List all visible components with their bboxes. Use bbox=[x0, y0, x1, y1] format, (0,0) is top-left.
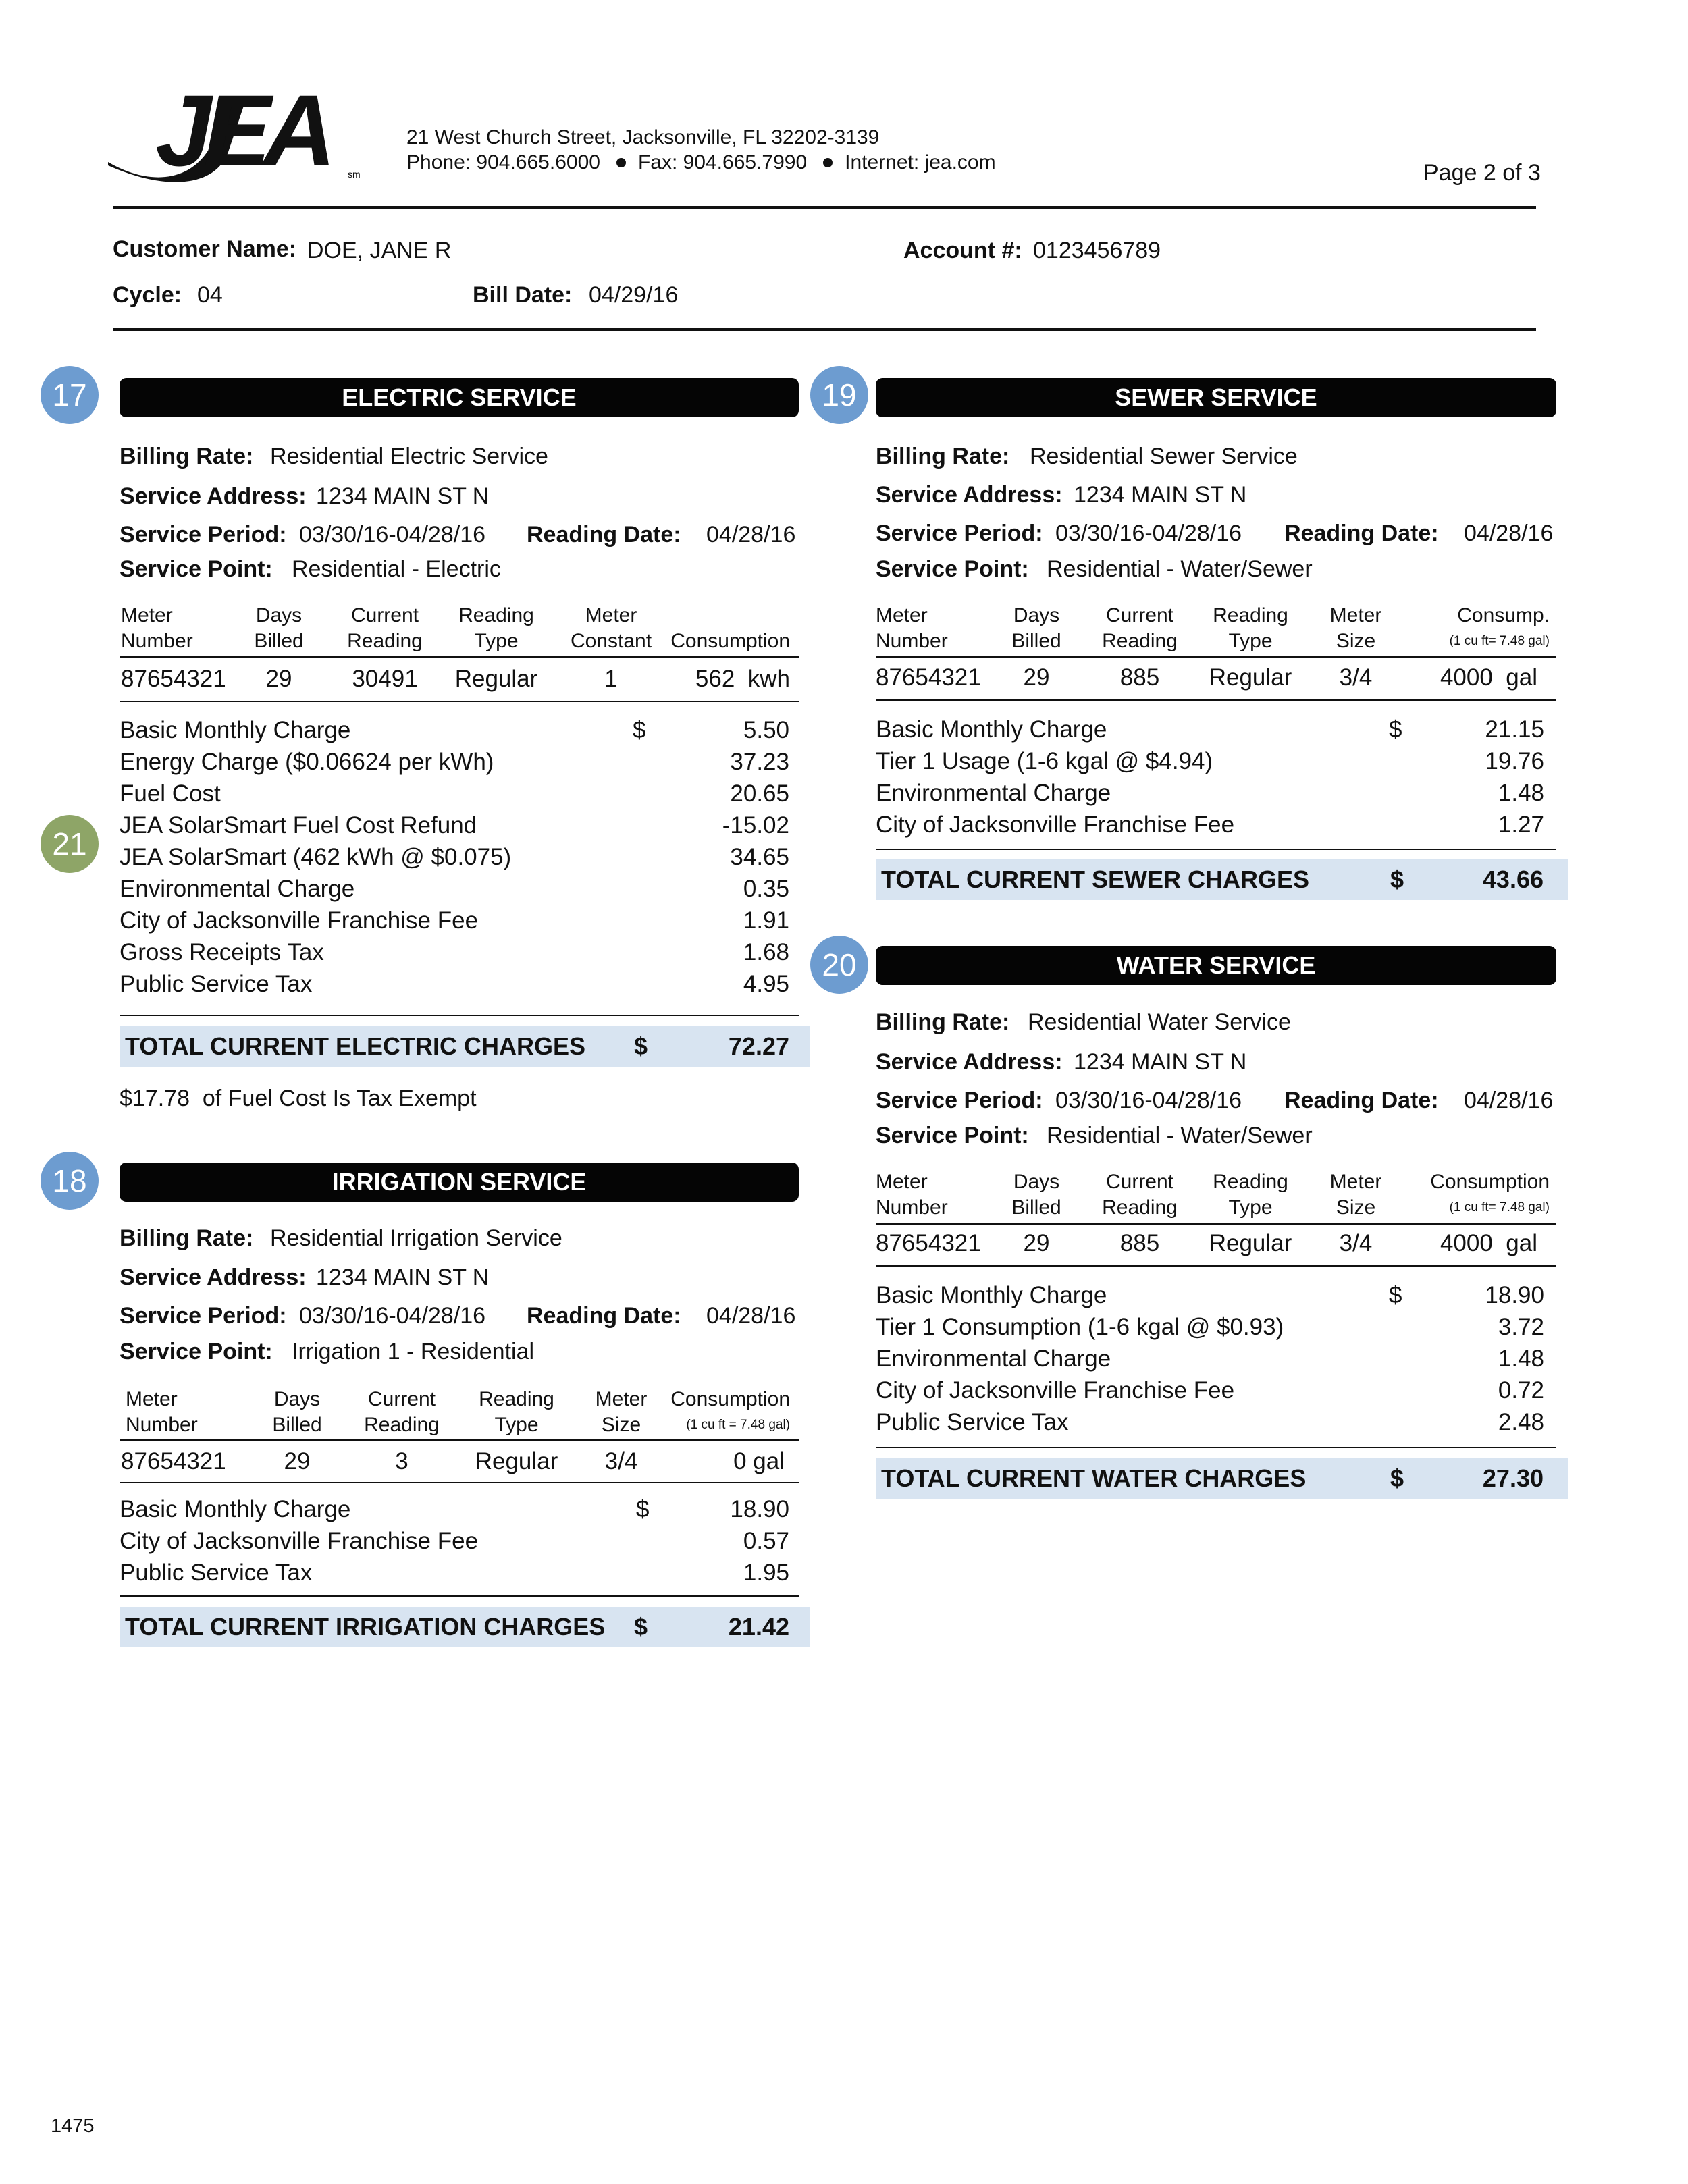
sewer-charges-list bbox=[876, 714, 1544, 841]
sewer-service-point: Residential - Water/Sewer bbox=[1047, 556, 1313, 582]
water-service-address: 1234 MAIN ST N bbox=[1074, 1049, 1247, 1075]
electric-total-label: TOTAL CURRENT ELECTRIC CHARGES bbox=[125, 1032, 586, 1060]
electric-current-reading: 30491 bbox=[352, 666, 418, 692]
charge-amount: 0.72 bbox=[1498, 1377, 1544, 1404]
electric-billing-rate: Residential Electric Service bbox=[270, 444, 548, 469]
sewer-col-reading-type: Reading Type bbox=[1213, 604, 1288, 652]
cycle: 04 bbox=[197, 282, 223, 308]
dollar-sign: $ bbox=[636, 1496, 650, 1522]
charge-amount: 3.72 bbox=[1498, 1314, 1544, 1340]
water-meter-size: 3/4 bbox=[1339, 1230, 1373, 1256]
electric-meter-number: 87654321 bbox=[121, 666, 226, 692]
charge-row bbox=[120, 746, 795, 778]
water-service-period-label: Service Period: bbox=[876, 1088, 1043, 1113]
irrigation-service-point: Irrigation 1 - Residential bbox=[292, 1339, 535, 1364]
electric-service-point: Residential - Electric bbox=[292, 556, 501, 582]
electric-service-address-label: Service Address: bbox=[120, 483, 307, 509]
electric-col-meter-constant: Meter Constant bbox=[570, 604, 652, 652]
water-total-row bbox=[876, 1458, 1568, 1499]
water-col-consumption: Consumption (1 cu ft= 7.48 gal) bbox=[1430, 1171, 1550, 1215]
water-col-reading-type: Reading Type bbox=[1213, 1171, 1288, 1219]
charge-amount: 19.76 bbox=[1485, 748, 1544, 774]
street-address: 21 West Church Street, Jacksonville, FL 32202-3139 bbox=[406, 126, 880, 149]
sewer-col-days-billed: Days Billed bbox=[1011, 604, 1061, 652]
irrigation-days-billed: 29 bbox=[284, 1448, 311, 1474]
irrigation-charges-line bbox=[120, 1595, 799, 1597]
charge-amount: 1.48 bbox=[1498, 780, 1544, 806]
water-meter-row-line bbox=[876, 1265, 1556, 1267]
water-charges-list bbox=[876, 1279, 1544, 1438]
irrigation-meter-header-line bbox=[120, 1439, 799, 1441]
jea-logo bbox=[108, 84, 398, 186]
charge-amount: 0.35 bbox=[743, 876, 789, 902]
irrigation-reading-type: Regular bbox=[475, 1448, 558, 1474]
charge-amount: 18.90 bbox=[1485, 1282, 1544, 1308]
electric-charges-line bbox=[120, 1015, 799, 1016]
electric-col-current-reading: Current Reading bbox=[347, 604, 423, 652]
electric-total-amount: 72.27 bbox=[728, 1032, 789, 1060]
sewer-meter-number: 87654321 bbox=[876, 664, 981, 691]
dollar-sign: $ bbox=[1389, 716, 1402, 743]
irrigation-billing-rate: Residential Irrigation Service bbox=[270, 1225, 562, 1251]
sewer-col-current-reading: Current Reading bbox=[1102, 604, 1178, 652]
charge-amount: 1.91 bbox=[743, 907, 789, 934]
sewer-charges-line bbox=[876, 849, 1556, 850]
charge-amount: 1.48 bbox=[1498, 1346, 1544, 1372]
charge-amount: -15.02 bbox=[722, 812, 789, 838]
irrigation-col-consumption: Consumption (1 cu ft = 7.48 gal) bbox=[670, 1388, 790, 1432]
charge-amount: 4.95 bbox=[743, 971, 789, 997]
charge-row bbox=[120, 936, 795, 968]
customer-divider bbox=[113, 328, 1536, 331]
irrigation-service-address: 1234 MAIN ST N bbox=[316, 1264, 490, 1290]
irrigation-col-meter-number: Meter Number bbox=[126, 1388, 198, 1436]
irrigation-total-row bbox=[120, 1607, 810, 1647]
water-days-billed: 29 bbox=[1023, 1230, 1050, 1256]
water-current-reading: 885 bbox=[1119, 1230, 1160, 1256]
jea-logo-graphic bbox=[108, 84, 398, 186]
sewer-service-period: 03/30/16-04/28/16 bbox=[1055, 521, 1242, 546]
cycle-label: Cycle: bbox=[113, 282, 182, 308]
sewer-total-label: TOTAL CURRENT SEWER CHARGES bbox=[881, 865, 1310, 893]
charge-row bbox=[876, 809, 1544, 841]
water-charges-line bbox=[876, 1447, 1556, 1448]
callout-20: 20 bbox=[810, 936, 868, 994]
electric-meter-row-line bbox=[120, 701, 799, 702]
electric-reading-date: 04/28/16 bbox=[706, 522, 796, 548]
water-total-label: TOTAL CURRENT WATER CHARGES bbox=[881, 1464, 1307, 1492]
charge-label: JEA SolarSmart Fuel Cost Refund bbox=[120, 812, 477, 838]
charge-label: Tier 1 Usage (1-6 kgal @ $4.94) bbox=[876, 748, 1213, 774]
irrigation-col-days-billed: Days Billed bbox=[272, 1388, 322, 1436]
bill-date: 04/29/16 bbox=[589, 282, 679, 308]
sewer-meter-header-line bbox=[876, 656, 1556, 658]
sewer-reading-type: Regular bbox=[1209, 664, 1292, 691]
charge-label: Tier 1 Consumption (1-6 kgal @ $0.93) bbox=[876, 1314, 1284, 1340]
account-number: 0123456789 bbox=[1033, 238, 1161, 263]
dollar-sign: $ bbox=[1389, 1282, 1402, 1308]
callout-21: 21 bbox=[41, 815, 99, 873]
dollar-sign: $ bbox=[1390, 1464, 1404, 1492]
contact-line bbox=[406, 150, 996, 175]
water-billing-rate: Residential Water Service bbox=[1028, 1009, 1291, 1035]
water-billing-rate-label: Billing Rate: bbox=[876, 1009, 1010, 1035]
charge-label: Public Service Tax bbox=[876, 1409, 1069, 1435]
electric-col-reading-type: Reading Type bbox=[458, 604, 534, 652]
header-divider bbox=[113, 206, 1536, 209]
charge-row bbox=[120, 841, 795, 873]
sewer-meter-size: 3/4 bbox=[1339, 664, 1373, 691]
irrigation-reading-date: 04/28/16 bbox=[706, 1303, 796, 1329]
charge-amount: 1.27 bbox=[1498, 811, 1544, 838]
charge-row bbox=[876, 1375, 1544, 1406]
irrigation-col-reading-type: Reading Type bbox=[479, 1388, 554, 1436]
charge-label: Environmental Charge bbox=[876, 1346, 1111, 1372]
electric-service-period: 03/30/16-04/28/16 bbox=[299, 522, 486, 548]
charge-row bbox=[876, 777, 1544, 809]
electric-days-billed: 29 bbox=[265, 666, 292, 692]
sewer-col-meter-size: Meter Size bbox=[1329, 604, 1382, 652]
charge-label: Basic Monthly Charge bbox=[120, 717, 351, 743]
callout-17: 17 bbox=[41, 366, 99, 424]
sewer-col-meter-number: Meter Number bbox=[876, 604, 948, 652]
irrigation-reading-date-label: Reading Date: bbox=[527, 1303, 681, 1329]
electric-service-address: 1234 MAIN ST N bbox=[316, 483, 490, 509]
irrigation-charges-list bbox=[120, 1493, 795, 1589]
charge-row bbox=[120, 1493, 795, 1525]
irrigation-service-period: 03/30/16-04/28/16 bbox=[299, 1303, 486, 1329]
water-col-meter-size: Meter Size bbox=[1329, 1171, 1382, 1219]
electric-meter-header-line bbox=[120, 656, 799, 658]
water-meter-header-line bbox=[876, 1223, 1556, 1225]
charge-label: Public Service Tax bbox=[120, 1560, 313, 1586]
sewer-current-reading: 885 bbox=[1119, 664, 1160, 691]
water-total-amount: 27.30 bbox=[1482, 1464, 1544, 1492]
sewer-days-billed: 29 bbox=[1023, 664, 1050, 691]
charge-label: City of Jacksonville Franchise Fee bbox=[876, 811, 1235, 838]
charge-row bbox=[120, 1525, 795, 1557]
page-number: Page 2 of 3 bbox=[1423, 160, 1541, 186]
sewer-service-point-label: Service Point: bbox=[876, 556, 1029, 582]
irrigation-total-label: TOTAL CURRENT IRRIGATION CHARGES bbox=[125, 1613, 606, 1641]
irrigation-meter-row-line bbox=[120, 1482, 799, 1483]
charge-amount: 21.15 bbox=[1485, 716, 1544, 743]
dollar-sign: $ bbox=[634, 1032, 648, 1060]
charge-label: Environmental Charge bbox=[120, 876, 355, 902]
charge-amount: 34.65 bbox=[730, 844, 789, 870]
water-service-address-label: Service Address: bbox=[876, 1049, 1063, 1075]
dollar-sign: $ bbox=[634, 1613, 648, 1641]
electric-consumption: 562 kwh bbox=[695, 666, 790, 692]
charge-amount: 20.65 bbox=[730, 780, 789, 807]
sewer-meter-row-line bbox=[876, 699, 1556, 701]
charge-label: Public Service Tax bbox=[120, 971, 313, 997]
sewer-total-row bbox=[876, 859, 1568, 900]
irrigation-service-address-label: Service Address: bbox=[120, 1264, 307, 1290]
callout-18: 18 bbox=[41, 1152, 99, 1210]
charge-row bbox=[120, 778, 795, 809]
charge-amount: 37.23 bbox=[730, 749, 789, 775]
electric-service-point-label: Service Point: bbox=[120, 556, 273, 582]
irrigation-service-title: IRRIGATION SERVICE bbox=[120, 1163, 799, 1202]
fax: Fax: 904.665.7990 bbox=[637, 151, 808, 174]
water-service-point: Residential - Water/Sewer bbox=[1047, 1123, 1313, 1148]
electric-total-row bbox=[120, 1026, 810, 1067]
charge-row bbox=[876, 1311, 1544, 1343]
charge-label: Energy Charge ($0.06624 per kWh) bbox=[120, 749, 494, 775]
electric-meter-constant: 1 bbox=[604, 666, 618, 692]
website: Internet: jea.com bbox=[845, 151, 996, 174]
irrigation-service-period-label: Service Period: bbox=[120, 1303, 287, 1329]
charge-label: Environmental Charge bbox=[876, 780, 1111, 806]
electric-reading-type: Regular bbox=[454, 666, 538, 692]
bullet-icon bbox=[616, 158, 626, 167]
electric-service-period-label: Service Period: bbox=[120, 522, 287, 548]
charge-amount: 0.57 bbox=[743, 1528, 789, 1554]
charge-label: City of Jacksonville Franchise Fee bbox=[876, 1377, 1235, 1404]
svg-text:sm: sm bbox=[348, 169, 361, 180]
charge-label: City of Jacksonville Franchise Fee bbox=[120, 1528, 479, 1554]
utility-address bbox=[406, 125, 996, 175]
sewer-service-address: 1234 MAIN ST N bbox=[1074, 482, 1247, 508]
charge-label: Gross Receipts Tax bbox=[120, 939, 324, 965]
water-reading-date-label: Reading Date: bbox=[1284, 1088, 1439, 1113]
charge-row bbox=[120, 1557, 795, 1589]
electric-reading-date-label: Reading Date: bbox=[527, 522, 681, 548]
charge-amount: 1.95 bbox=[743, 1560, 789, 1586]
charge-label: Basic Monthly Charge bbox=[876, 1282, 1107, 1308]
charge-row bbox=[120, 873, 795, 905]
phone: Phone: 904.665.6000 bbox=[406, 151, 600, 174]
water-meter-number: 87654321 bbox=[876, 1230, 981, 1256]
electric-charges-list bbox=[120, 714, 795, 1000]
charge-label: City of Jacksonville Franchise Fee bbox=[120, 907, 479, 934]
sewer-total-amount: 43.66 bbox=[1482, 865, 1544, 893]
irrigation-total-amount: 21.42 bbox=[728, 1613, 789, 1641]
customer-name: DOE, JANE R bbox=[307, 238, 452, 263]
charge-amount: 5.50 bbox=[743, 717, 789, 743]
bullet-icon bbox=[823, 158, 833, 167]
charge-label: Basic Monthly Charge bbox=[876, 716, 1107, 743]
water-service-point-label: Service Point: bbox=[876, 1123, 1029, 1148]
sewer-col-consumption: Consump. (1 cu ft= 7.48 gal) bbox=[1449, 604, 1550, 648]
sewer-consumption: 4000 gal bbox=[1440, 664, 1537, 691]
water-reading-date: 04/28/16 bbox=[1464, 1088, 1554, 1113]
sewer-service-period-label: Service Period: bbox=[876, 521, 1043, 546]
water-col-meter-number: Meter Number bbox=[876, 1171, 948, 1219]
irrigation-col-current-reading: Current Reading bbox=[364, 1388, 440, 1436]
charge-row bbox=[120, 905, 795, 936]
page-code: 1475 bbox=[51, 2115, 95, 2137]
charge-row bbox=[876, 1279, 1544, 1311]
charge-label: Fuel Cost bbox=[120, 780, 221, 807]
charge-amount: 2.48 bbox=[1498, 1409, 1544, 1435]
electric-col-consumption: Consumption bbox=[670, 630, 790, 652]
svg-text:JEA: JEA bbox=[155, 84, 328, 186]
charge-label: Basic Monthly Charge bbox=[120, 1496, 351, 1522]
dollar-sign: $ bbox=[1390, 865, 1404, 893]
irrigation-current-reading: 3 bbox=[395, 1448, 408, 1474]
customer-name-label: Customer Name: bbox=[113, 236, 297, 262]
water-service-period: 03/30/16-04/28/16 bbox=[1055, 1088, 1242, 1113]
sewer-billing-rate-label: Billing Rate: bbox=[876, 444, 1010, 469]
charge-amount: 1.68 bbox=[743, 939, 789, 965]
sewer-service-title: SEWER SERVICE bbox=[876, 378, 1556, 417]
electric-service-title: ELECTRIC SERVICE bbox=[120, 378, 799, 417]
charge-row bbox=[876, 714, 1544, 745]
electric-col-days-billed: Days Billed bbox=[254, 604, 304, 652]
charge-row bbox=[120, 968, 795, 1000]
electric-billing-rate-label: Billing Rate: bbox=[120, 444, 254, 469]
callout-19: 19 bbox=[810, 366, 868, 424]
water-reading-type: Regular bbox=[1209, 1230, 1292, 1256]
irrigation-billing-rate-label: Billing Rate: bbox=[120, 1225, 254, 1251]
water-consumption: 4000 gal bbox=[1440, 1230, 1537, 1256]
sewer-billing-rate: Residential Sewer Service bbox=[1030, 444, 1298, 469]
electric-col-meter-number: Meter Number bbox=[121, 604, 193, 652]
water-col-days-billed: Days Billed bbox=[1011, 1171, 1061, 1219]
dollar-sign: $ bbox=[633, 717, 646, 743]
charge-row bbox=[876, 1406, 1544, 1438]
charge-row bbox=[120, 809, 795, 841]
irrigation-col-meter-size: Meter Size bbox=[595, 1388, 648, 1436]
water-col-current-reading: Current Reading bbox=[1102, 1171, 1178, 1219]
bill-date-label: Bill Date: bbox=[473, 282, 573, 308]
water-service-title: WATER SERVICE bbox=[876, 946, 1556, 985]
irrigation-meter-number: 87654321 bbox=[121, 1448, 226, 1474]
charge-row bbox=[876, 1343, 1544, 1375]
irrigation-service-point-label: Service Point: bbox=[120, 1339, 273, 1364]
account-label: Account #: bbox=[903, 238, 1022, 263]
charge-label: JEA SolarSmart (462 kWh @ $0.075) bbox=[120, 844, 512, 870]
sewer-service-address-label: Service Address: bbox=[876, 482, 1063, 508]
charge-row bbox=[120, 714, 795, 746]
charge-amount: 18.90 bbox=[730, 1496, 789, 1522]
charge-row bbox=[876, 745, 1544, 777]
irrigation-consumption: 0 gal bbox=[733, 1448, 785, 1474]
irrigation-meter-size: 3/4 bbox=[604, 1448, 638, 1474]
sewer-reading-date: 04/28/16 bbox=[1464, 521, 1554, 546]
fuel-tax-exempt-note: $17.78 of Fuel Cost Is Tax Exempt bbox=[120, 1086, 477, 1111]
sewer-reading-date-label: Reading Date: bbox=[1284, 521, 1439, 546]
